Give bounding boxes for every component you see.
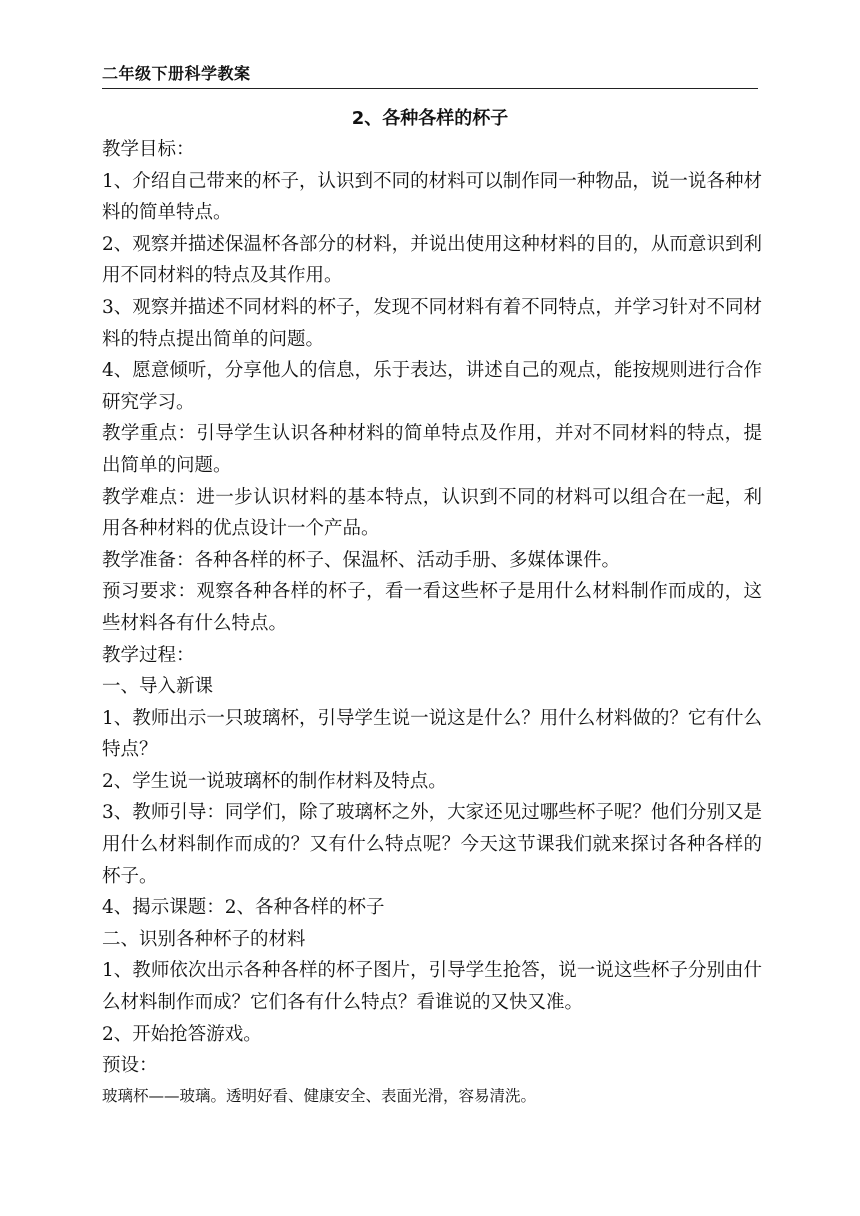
paragraph-preset: 预设： — [102, 1055, 158, 1077]
page-header — [102, 60, 758, 89]
header-text: 二年级下册科学教案 — [102, 64, 251, 83]
paragraph-section-2: 二、识别各种杯子的材料 — [102, 928, 306, 950]
paragraph-preview: 预习要求：观察各种各样的杯子，看一看这些杯子是用什么材料制作而成的，这些材料各有什么特点。 — [102, 581, 762, 634]
paragraph-step-2-1: 1、教师依次出示各种各样的杯子图片，引导学生抢答，说一说这些杯子分别由什么材料制作而成？它们各有什么特点？看谁说的又快又准。 — [102, 960, 762, 1014]
paragraph-objective-3: 3、观察并描述不同材料的杯子，发现不同材料有着不同特点，并学习针对不同材料的特点提出简单的问题。 — [102, 296, 762, 350]
paragraph-key-points: 教学重点：引导学生认识各种材料的简单特点及作用，并对不同材料的特点，提出简单的问题。 — [102, 423, 762, 476]
glass-cup-note: 玻璃杯——玻璃。透明好看、健康安全、表面光滑，容易清洗。 — [102, 1087, 537, 1105]
paragraph-difficulties: 教学难点：进一步认识材料的基本特点，认识到不同的材料可以组合在一起，利用各种材料的优点设计一个产品。 — [102, 486, 762, 540]
paragraph-objectives-heading: 教学目标： — [102, 139, 195, 160]
paragraph-objective-4: 4、愿意倾听，分享他人的信息，乐于表达，讲述自己的观点，能按规则进行合作研究学习。 — [102, 360, 762, 413]
paragraph-step-1-2: 2、学生说一说玻璃杯的制作材料及特点。 — [102, 770, 447, 792]
document-body — [102, 134, 762, 1082]
paragraph-process-heading: 教学过程： — [102, 644, 195, 666]
paragraph-step-1-1: 1、教师出示一只玻璃杯，引导学生说一说这是什么？用什么材料做的？它有什么特点？ — [102, 707, 762, 761]
paragraph-objective-2: 2、观察并描述保温杯各部分的材料，并说出使用这种材料的目的，从而意识到利用不同材料的特点及其作用。 — [102, 233, 762, 287]
paragraph-section-1: 一、导入新课 — [102, 676, 214, 698]
paragraph-step-2-2: 2、开始抢答游戏。 — [102, 1023, 262, 1045]
paragraph-step-1-3: 3、教师引导：同学们，除了玻璃杯之外，大家还见过哪些杯子呢？他们分别又是用什么材料制作而成的？又有什么特点呢？今天这节课我们就来探讨各种各样的杯子。 — [102, 802, 762, 887]
paragraph-objective-1: 1、介绍自己带来的杯子，认识到不同的材料可以制作同一种物品，说一说各种材料的简单特点。 — [102, 170, 762, 224]
paragraph-step-1-4: 4、揭示课题：2、各种各样的杯子 — [102, 897, 385, 919]
paragraph-preparation: 教学准备：各种各样的杯子、保温杯、活动手册、多媒体课件。 — [102, 549, 621, 571]
document-title: 2、各种各样的杯子 — [351, 108, 509, 129]
